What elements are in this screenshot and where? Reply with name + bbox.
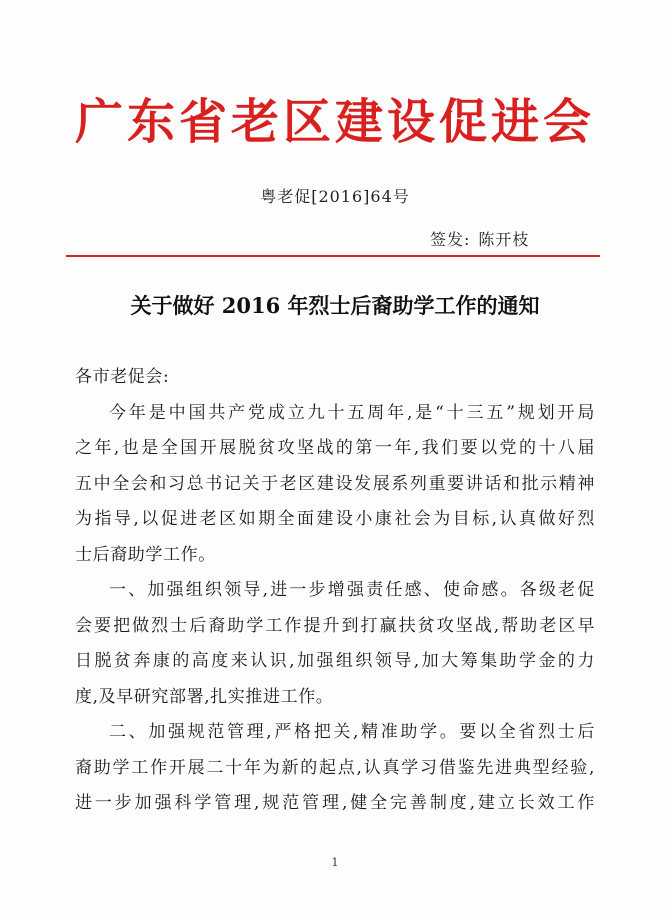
body-line: 士后裔助学工作。: [75, 544, 216, 565]
red-divider-rule: [66, 255, 600, 257]
body-line: 五中全会和习总书记关于老区建设发展系列重要讲话和批示精神: [75, 473, 595, 494]
body-line: 进一步加强科学管理,规范管理,健全完善制度,建立长效工作: [75, 793, 595, 813]
body-line: 会要把做烈士后裔助学工作提升到打赢扶贫攻坚战,帮助老区早: [75, 615, 595, 636]
body-line: 之年,也是全国开展脱贫攻坚战的第一年,我们要以党的十八届: [75, 438, 595, 458]
body-line: 二、加强规范管理,严格把关,精准助学。要以全省烈士后: [109, 722, 595, 742]
signer-label: 签发:: [430, 230, 471, 249]
body-line: 度,及早研究部署,扎实推进工作。: [75, 686, 334, 707]
body-line: 今年是中国共产党成立九十五周年,是“十三五”规划开局: [109, 402, 595, 423]
document-number: 粤老促[2016]64号: [260, 187, 410, 206]
signer-line: [430, 229, 529, 251]
page-number: 1: [331, 856, 339, 869]
salutation: 各市老促会:: [75, 367, 170, 387]
signer-name: 陈开枝: [478, 230, 530, 249]
body-line: 为指导,以促进老区如期全面建设小康社会为目标,认真做好烈: [75, 509, 595, 529]
body-line: 日脱贫奔康的高度来认识,加强组织领导,加大筹集助学金的力: [75, 651, 595, 671]
organization-header: 广东省老区建设促进会: [74, 94, 595, 150]
notice-body: [75, 360, 595, 822]
body-line: 裔助学工作开展二十年为新的起点,认真学习借鉴先进典型经验,: [75, 757, 595, 778]
notice-title: 关于做好 2016 年烈士后裔助学工作的通知: [130, 293, 540, 318]
body-line: 一、加强组织领导,进一步增强责任感、使命感。各级老促: [109, 580, 595, 600]
